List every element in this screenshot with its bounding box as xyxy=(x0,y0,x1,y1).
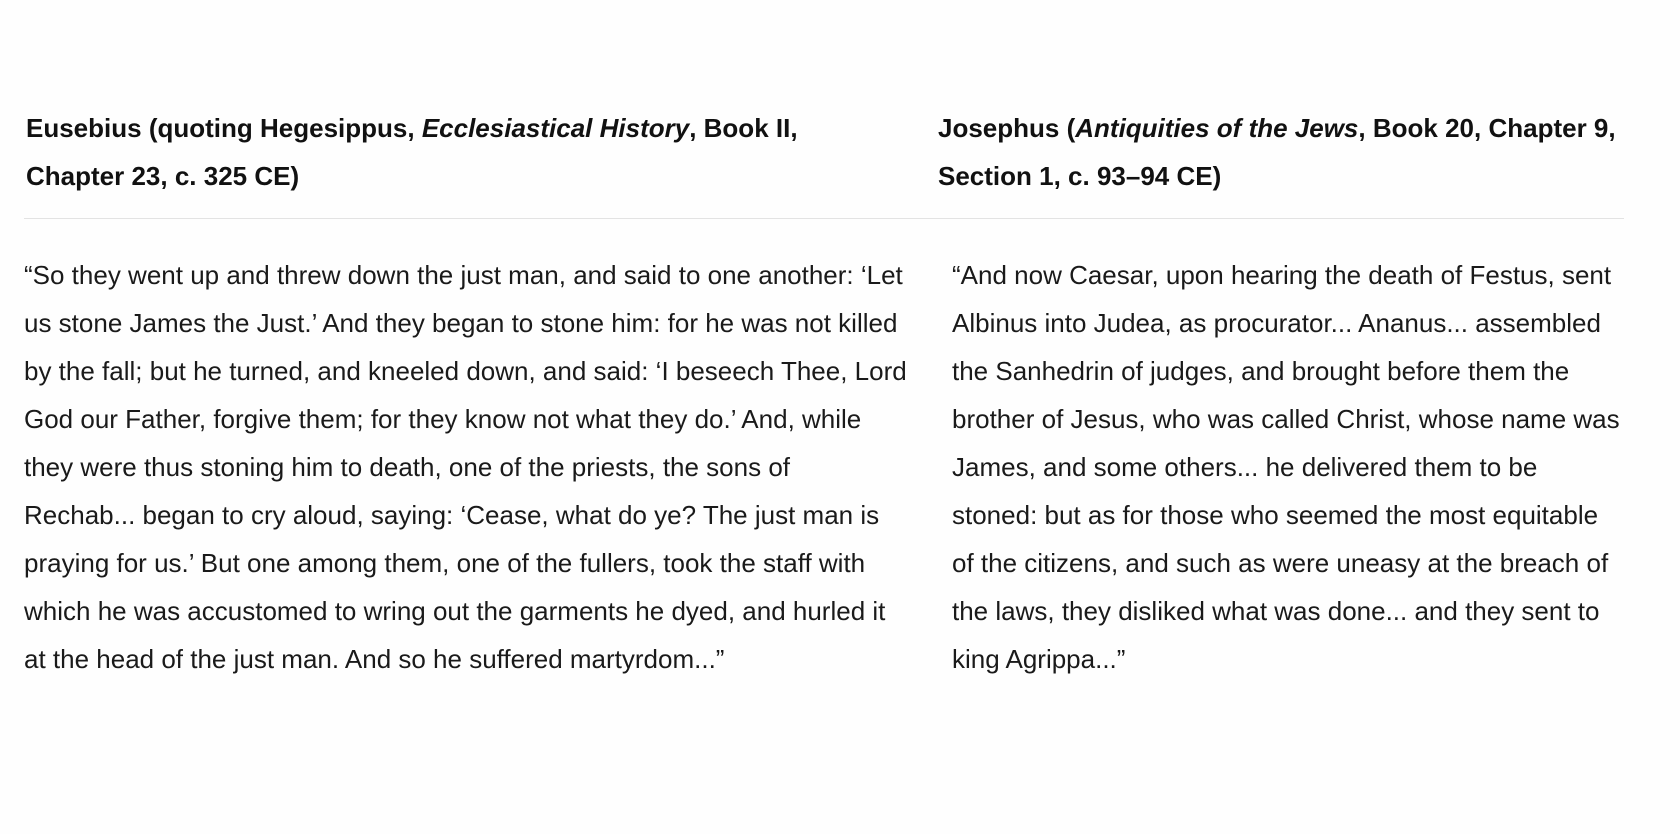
quote-eusebius: “So they went up and threw down the just man, and said to one another: ‘Let us stone James the Just.’ And they began to stone him: for he was not killed by the fall; but he turned, and kneeled down, and said: ‘I beseech Thee, Lord God our Father, forgive them; for they know not what they do.’ And, while they were thus stoning him to death, one of the priests, the sons of Rechab... began to cry aloud, saying: ‘Cease, what do ye? The just man is praying for us.’ But one among them, one of the fullers, took the staff with which he was accustomed to wring out the garments he dyed, and hurled it at the head of the just man. And so he suffered martyrdom...” xyxy=(24,260,907,674)
body-cell-eusebius xyxy=(24,251,938,683)
heading-eusebius-pre: Eusebius (quoting Hegesippus, xyxy=(26,113,422,143)
header-cell-josephus xyxy=(938,104,1624,200)
table-body-row xyxy=(24,219,1624,683)
quote-josephus: “And now Caesar, upon hearing the death of Festus, sent Albinus into Judea, as procurator... Ananus... assembled the Sanhedrin of judges, and brought before them the brother of Jesus, who was called Christ, whose name was James, and some others... he delivered them to be stoned: but as for those who seemed the most equitable of the citizens, and such as were uneasy at the breach of the laws, they disliked what was done... and they sent to king Agrippa...” xyxy=(952,260,1620,674)
heading-josephus-post: , Book 20, Chapter 9, Section 1, c. 93–94 CE) xyxy=(938,113,1616,191)
comparison-table xyxy=(24,104,1624,683)
heading-josephus-pre: Josephus ( xyxy=(938,113,1076,143)
header-cell-eusebius xyxy=(24,104,938,200)
heading-eusebius-post: , Book II, Chapter 23, c. 325 CE) xyxy=(26,113,798,191)
heading-josephus xyxy=(938,104,1624,200)
heading-eusebius xyxy=(26,104,898,200)
heading-eusebius-title: Ecclesiastical History xyxy=(421,113,690,143)
body-cell-josephus xyxy=(938,251,1624,683)
table-header-row xyxy=(24,104,1624,219)
heading-josephus-title: Antiquities of the Jews xyxy=(1075,113,1359,143)
